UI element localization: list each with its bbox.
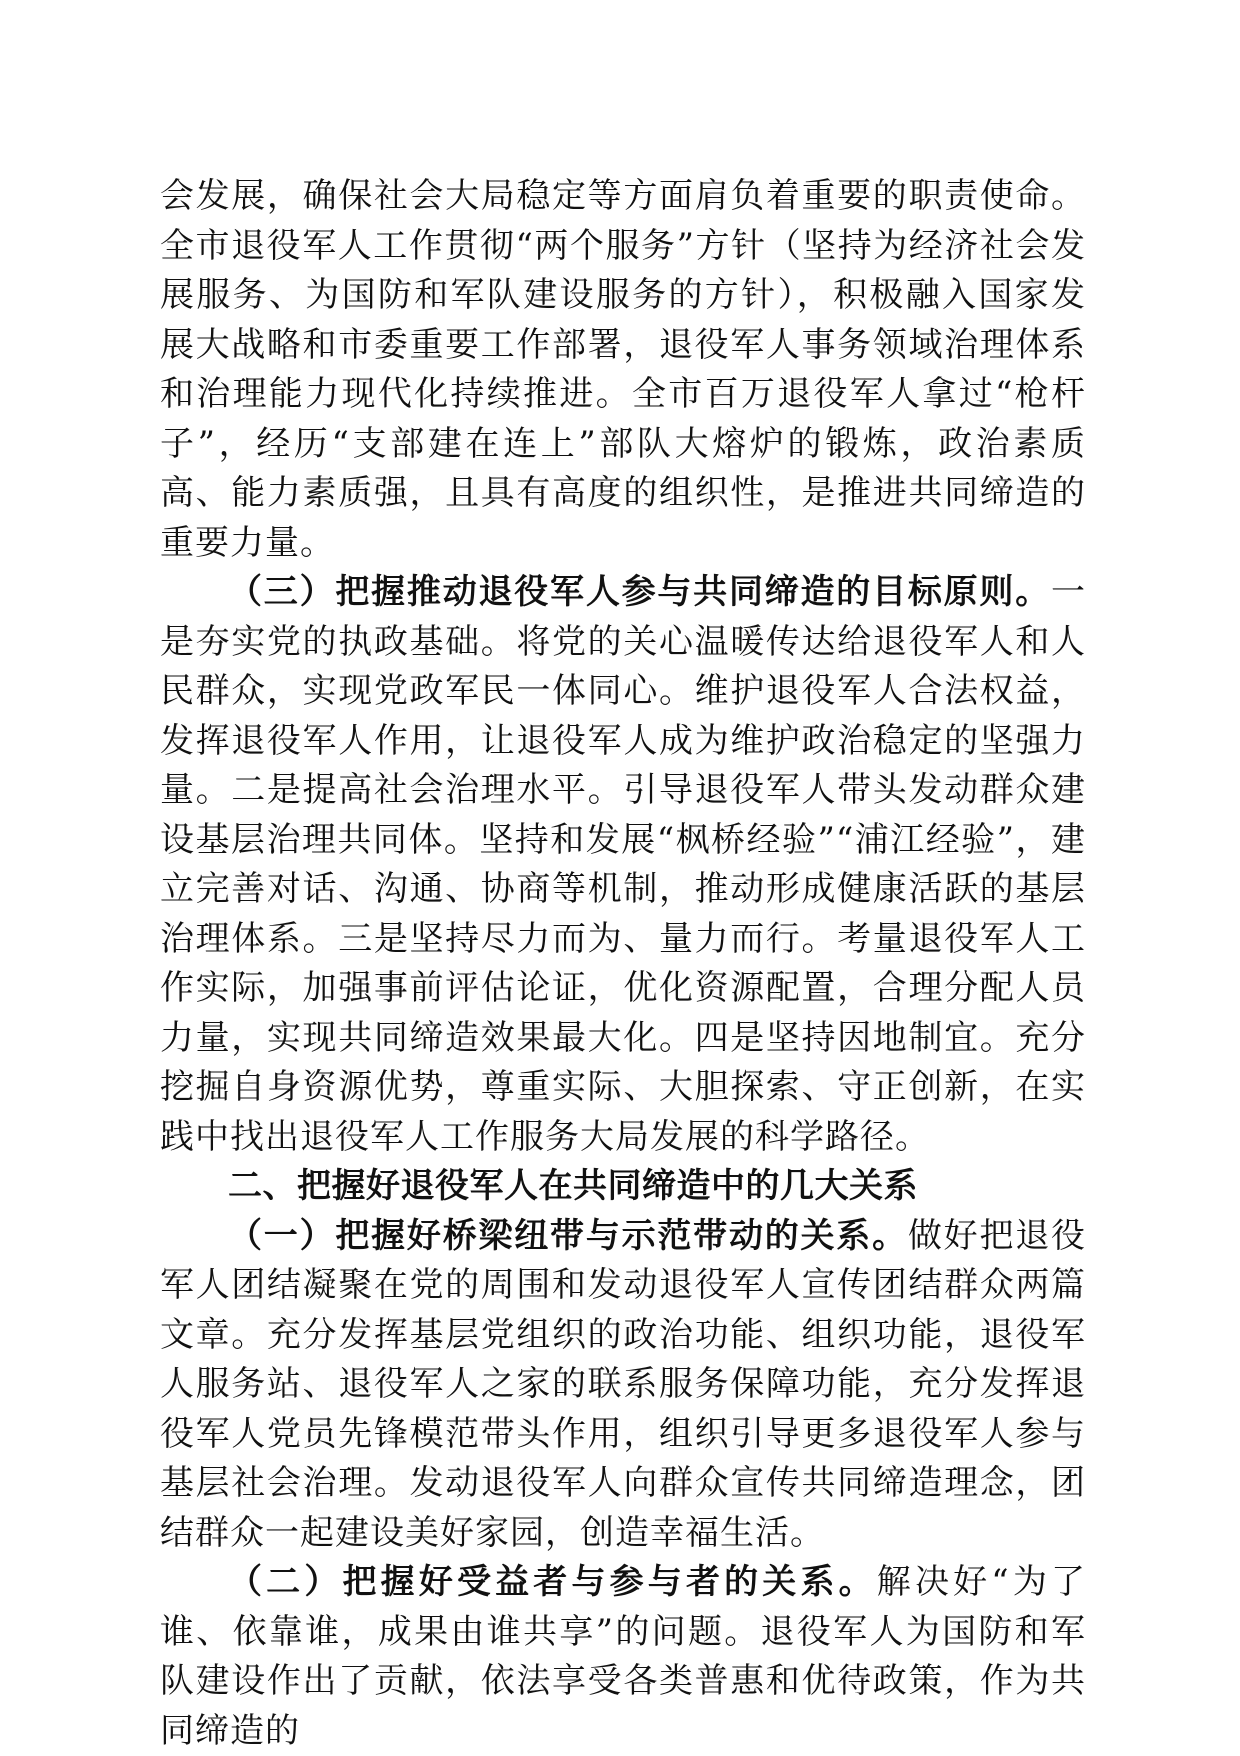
paragraph-lead: （三）把握推动退役军人参与共同缔造的目标原则。: [228, 572, 1051, 612]
paragraph-text: 会发展，确保社会大局稳定等方面肩负着重要的职责使命。全市退役军人工作贯彻“两个服务”方针（坚持为经济社会发展服务、为国防和军队建设服务的方针），积极融入国家发展大战略和市委重要工作部署，退役军人事务领域治理体系和治理能力现代化持续推进。全市百万退役军人拿过“枪杆子”，经历“支部建在连上”部队大熔炉的锻炼，政治素质高、能力素质强，且具有高度的组织性，是推进共同缔造的重要力量。: [160, 176, 1086, 563]
paragraph-beneficiary-relationship: [160, 1558, 1086, 1756]
paragraph-lead: （二）把握好受益者与参与者的关系。: [228, 1562, 877, 1602]
paragraph-bridge-relationship: [160, 1212, 1086, 1559]
section-heading: 二、把握好退役军人在共同缔造中的几大关系: [228, 1166, 918, 1206]
paragraph-continuation: [160, 172, 1086, 568]
paragraph-lead: （一）把握好桥梁纽带与示范带动的关系。: [228, 1215, 908, 1256]
paragraph-text: 一是夯实党的执政基础。将党的关心温暖传达给退役军人和人民群众，实现党政军民一体同心。维护退役军人合法权益，发挥退役军人作用，让退役军人成为维护政治稳定的坚强力量。二是提高社会治理水平。引导退役军人带头发动群众建设基层治理共同体。坚持和发展“枫桥经验”“浦江经验”，建立完善对话、沟通、协商等机制，推动形成健康活跃的基层治理体系。三是坚持尽力而为、量力而行。考量退役军人工作实际，加强事前评估论证，优化资源配置，合理分配人员力量，实现共同缔造效果最大化。四是坚持因地制宜。充分挖掘自身资源优势，尊重实际、大胆探索、守正创新，在实践中找出退役军人工作服务大局发展的科学路径。: [160, 572, 1086, 1157]
paragraph-goal-principles: [160, 568, 1086, 1162]
document-body: [160, 172, 1086, 1756]
paragraph-text: 解决好“为了谁、依靠谁，成果由谁共享”的问题。退役军人为国防和军队建设作出了贡献，依法享受各类普惠和优待政策，作为共同缔造的: [160, 1562, 1086, 1751]
paragraph-text: 做好把退役军人团结凝聚在党的周围和发动退役军人宣传团结群众两篇文章。充分发挥基层党组织的政治功能、组织功能，退役军人服务站、退役军人之家的联系服务保障功能，充分发挥退役军人党员先锋模范带头作用，组织引导更多退役军人参与基层社会治理。发动退役军人向群众宣传共同缔造理念，团结群众一起建设美好家园，创造幸福生活。: [160, 1215, 1087, 1553]
